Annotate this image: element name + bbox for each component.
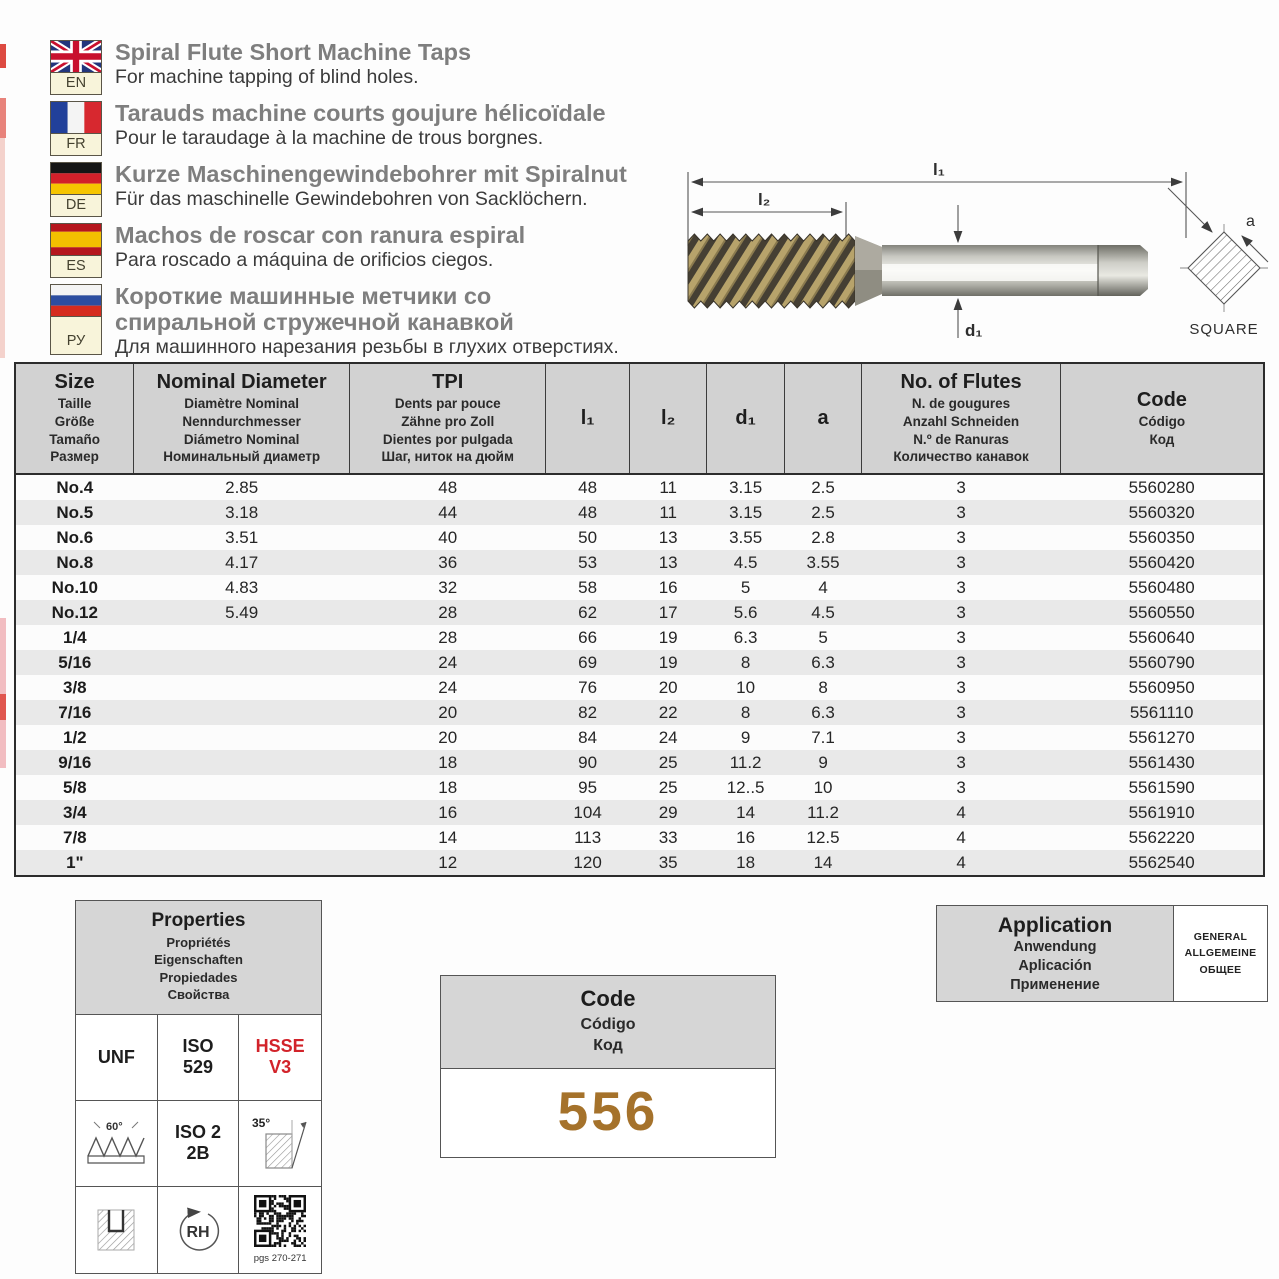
table-header-row: [15, 363, 1264, 474]
cell-tpi: 14: [438, 827, 458, 847]
cell-tpi: 36: [438, 552, 458, 572]
cell-tpi: 32: [438, 577, 458, 597]
box-title: Application: [997, 913, 1113, 937]
edge-mark: [0, 618, 6, 768]
box-subtitle: Eigenschaften: [154, 952, 243, 968]
code-box-header: [441, 976, 775, 1069]
dim-label-l1: l₁: [933, 160, 945, 179]
cell-tpi: 48: [438, 477, 458, 497]
cell-code: 5561590: [1128, 777, 1195, 797]
product-title: Spiral Flute Short Machine Taps: [115, 39, 472, 65]
cell-a: 7.1: [811, 727, 835, 747]
application-header: [936, 905, 1174, 1002]
cell-tpi: 20: [438, 727, 458, 747]
dim-label-d1: d₁: [965, 321, 983, 340]
column-header-flutes: No. of Flutes N. de gougures Anzahl Schneiden N.º de Ranuras Количество канавок: [862, 363, 1061, 474]
edge-mark: [0, 138, 5, 358]
uk-flag-icon: [51, 41, 101, 73]
series-code-value: 556: [557, 1079, 659, 1142]
table-row: [15, 850, 1264, 876]
cell-a: 11.2: [807, 802, 839, 822]
cell-l1: 104: [573, 802, 602, 822]
helix-angle-cell: [239, 1101, 321, 1187]
cell-l2: 35: [658, 852, 678, 872]
cell-l2: 16: [658, 577, 678, 597]
spain-flag-icon: [51, 224, 101, 256]
cell-size: 3/4: [63, 802, 87, 822]
spain-flag: [50, 223, 102, 278]
russia-flag: [50, 284, 102, 355]
cell-code: 5561910: [1128, 802, 1195, 822]
product-subtitle: Para roscado a máquina de orificios ciegos.: [115, 248, 494, 271]
cell-d1: 16: [736, 827, 756, 847]
properties-box: [75, 900, 322, 1274]
germany-flag-icon: [51, 163, 101, 195]
tolerance-iso2-2b: ISO 2 2B: [158, 1101, 240, 1187]
table-row: [15, 700, 1264, 725]
cell-code: 5562220: [1128, 827, 1195, 847]
square-caption: SQUARE: [1189, 321, 1259, 338]
application-tag-label: GENERAL: [1193, 931, 1248, 944]
box-title: Code: [580, 986, 636, 1011]
table-row: [15, 550, 1264, 575]
application-box: [936, 905, 1268, 1002]
cell-flutes: 3: [956, 677, 966, 697]
box-subtitle: Propiedades: [159, 969, 238, 985]
box-subtitle: Применение: [1010, 976, 1100, 993]
cell-a: 14: [813, 852, 833, 872]
qr-code-icon: [254, 1195, 306, 1252]
cell-code: 5560480: [1128, 577, 1195, 597]
cell-l1: 120: [573, 852, 602, 872]
cell-code: 5560550: [1128, 602, 1195, 622]
qr-cell: [239, 1187, 321, 1273]
cell-tpi: 20: [438, 702, 458, 722]
table-row: [15, 675, 1264, 700]
cell-tpi: 40: [438, 527, 458, 547]
cell-a: 5: [818, 627, 828, 647]
helix-35-icon: [250, 1114, 310, 1172]
box-subtitle: Código: [580, 1015, 636, 1033]
cell-nominal: 5.49: [225, 602, 259, 622]
cell-d1: 3.15: [729, 477, 763, 497]
product-title: Tarauds machine courts goujure hélicoïdale: [115, 100, 606, 126]
table-row: [15, 625, 1264, 650]
square-section-icon: [1168, 188, 1268, 312]
cell-nominal: [134, 850, 350, 876]
language-code-label: FR: [66, 136, 86, 152]
cell-l2: 19: [658, 627, 678, 647]
cell-code: 5560280: [1128, 477, 1195, 497]
language-text: [115, 40, 471, 89]
cell-l2: 11: [659, 502, 677, 522]
box-subtitle: Propriétés: [166, 934, 231, 950]
material-hsse-v3: HSSE V3: [239, 1015, 321, 1101]
cell-code: 5561110: [1129, 702, 1194, 722]
cell-a: 9: [818, 752, 828, 772]
cell-code: 5560790: [1128, 652, 1195, 672]
tap-square-drive: [1098, 245, 1148, 296]
cell-nominal: [134, 825, 350, 850]
box-subtitle: Код: [593, 1037, 623, 1055]
product-title: Короткие машинные метчики со спиральной стружечной канавкой: [115, 283, 514, 335]
rotation-cell: [158, 1187, 240, 1273]
cell-d1: 11.2: [729, 752, 762, 772]
cell-a: 4: [818, 577, 828, 597]
cell-l1: 76: [578, 677, 598, 697]
edge-mark: [0, 44, 6, 68]
table-row: [15, 474, 1264, 500]
cell-flutes: 3: [956, 702, 966, 722]
cell-l2: 11: [659, 477, 677, 497]
language-block-germany: [50, 162, 670, 217]
cell-nominal: 4.83: [225, 577, 259, 597]
cell-nominal: [134, 800, 350, 825]
cell-size: 7/8: [63, 827, 87, 847]
thread-60-icon: [84, 1118, 148, 1168]
cell-l1: 66: [578, 627, 598, 647]
cell-a: 6.3: [811, 702, 835, 722]
cell-a: 10: [813, 777, 833, 797]
cell-l1: 82: [578, 702, 598, 722]
cell-flutes: 4: [956, 827, 966, 847]
dim-label-a: a: [1246, 213, 1255, 230]
cell-flutes: 3: [956, 477, 966, 497]
cell-l1: 95: [578, 777, 598, 797]
cell-d1: 5.6: [733, 602, 758, 622]
product-subtitle: Für das maschinelle Gewindebohren von Sacklöchern.: [115, 187, 588, 210]
edge-mark: [0, 694, 6, 720]
product-subtitle: Pour le taraudage à la machine de trous borgnes.: [115, 126, 544, 149]
cell-nominal: [134, 700, 350, 725]
language-text: [115, 223, 525, 272]
table-row: [15, 525, 1264, 550]
cell-size: 1": [66, 852, 84, 872]
box-subtitle: Aplicación: [1018, 957, 1092, 974]
table-row: [15, 825, 1264, 850]
box-subtitle: Свойства: [167, 987, 230, 1003]
table-row: [15, 650, 1264, 675]
cell-l1: 84: [578, 727, 598, 747]
cell-a: 12.5: [806, 827, 840, 847]
blind-hole-icon: [93, 1206, 139, 1254]
cell-flutes: 3: [956, 652, 966, 672]
cell-l1: 58: [578, 577, 598, 597]
table-row: [15, 725, 1264, 750]
table-row: [15, 600, 1264, 625]
cell-nominal: [134, 675, 350, 700]
cell-l2: 25: [658, 752, 678, 772]
thread-standard-unf: UNF: [76, 1015, 158, 1101]
cell-flutes: 3: [956, 727, 966, 747]
tap-illustration: [688, 234, 1148, 308]
language-code-label: РУ: [66, 333, 86, 349]
column-header-d1: d₁: [707, 363, 784, 474]
standard-iso-529: ISO 529: [158, 1015, 240, 1101]
cell-l2: 25: [658, 777, 678, 797]
column-header-tpi: TPI Dents par pouce Zähne pro Zoll Dientes por pulgada Шаг, ниток на дюйм: [350, 363, 546, 474]
cell-d1: 5: [740, 577, 751, 597]
cell-l2: 22: [658, 702, 678, 722]
cell-l2: 13: [658, 552, 678, 572]
cell-tpi: 18: [438, 752, 458, 772]
thread-angle-cell: [76, 1101, 158, 1187]
cell-tpi: 44: [438, 502, 458, 522]
rh-icon: [171, 1204, 225, 1256]
cell-size: 1/2: [63, 727, 87, 747]
language-code-label: DE: [65, 197, 87, 213]
cell-tpi: 18: [438, 777, 458, 797]
table-row: [15, 500, 1264, 525]
language-block-russia: [50, 284, 670, 359]
table-row: [15, 800, 1264, 825]
cell-l1: 113: [574, 827, 602, 847]
cell-flutes: 3: [956, 777, 966, 797]
cell-nominal: [134, 650, 350, 675]
column-header-a: a: [784, 363, 861, 474]
svg-text:60°: 60°: [106, 1121, 123, 1134]
column-header-l2: l₂: [629, 363, 706, 474]
cell-a: 3.55: [806, 552, 840, 572]
cell-code: 5560320: [1128, 502, 1195, 522]
blind-hole-cell: [76, 1187, 158, 1273]
technical-drawing: [650, 148, 1279, 345]
cell-l2: 19: [658, 652, 678, 672]
box-title: Properties: [151, 910, 246, 931]
cell-flutes: 3: [956, 627, 966, 647]
svg-text:RH: RH: [186, 1223, 210, 1241]
cell-l2: 29: [658, 802, 678, 822]
cell-d1: 4.5: [733, 552, 758, 572]
cell-tpi: 24: [438, 652, 458, 672]
cell-d1: 10: [736, 677, 756, 697]
cell-flutes: 3: [956, 552, 966, 572]
cell-d1: 9: [740, 727, 751, 747]
cell-size: No.8: [56, 552, 94, 572]
cell-nominal: [134, 725, 350, 750]
application-general-tag: [1174, 905, 1268, 1002]
cell-l1: 62: [578, 602, 598, 622]
cell-code: 5560350: [1128, 527, 1195, 547]
column-header-code: Code Código Код: [1060, 363, 1264, 474]
cell-l2: 33: [658, 827, 678, 847]
cell-l1: 69: [578, 652, 598, 672]
cell-d1: 14: [736, 802, 756, 822]
cell-size: No.5: [56, 502, 94, 522]
cell-d1: 8: [740, 702, 751, 722]
cell-size: No.12: [51, 602, 98, 622]
cell-size: No.4: [56, 477, 94, 497]
cell-size: 5/8: [63, 777, 87, 797]
cell-d1: 8: [740, 652, 751, 672]
cell-a: 2.5: [811, 477, 835, 497]
product-title: Machos de roscar con ranura espiral: [115, 222, 526, 248]
cell-tpi: 24: [438, 677, 458, 697]
cell-flutes: 3: [956, 577, 966, 597]
cell-a: 2.5: [811, 502, 835, 522]
cell-l2: 24: [658, 727, 678, 747]
table-row: [15, 775, 1264, 800]
cell-nominal: [134, 625, 350, 650]
cell-code: 5561270: [1128, 727, 1195, 747]
cell-d1: 6.3: [733, 627, 758, 647]
cell-size: 5/16: [58, 652, 92, 672]
cell-tpi: 28: [438, 602, 458, 622]
table-row: [15, 750, 1264, 775]
properties-grid: [76, 1015, 321, 1273]
cell-code: 5562540: [1128, 852, 1195, 872]
application-tag-label: ALLGEMEINE: [1184, 947, 1257, 960]
cell-flutes: 3: [956, 752, 966, 772]
product-title: Kurze Maschinengewindebohrer mit Spiralnut: [115, 161, 627, 187]
cell-l1: 50: [578, 527, 598, 547]
language-code-label: EN: [65, 75, 87, 91]
cell-code: 5560950: [1128, 677, 1195, 697]
language-text: [115, 162, 627, 211]
cell-nominal: [134, 775, 350, 800]
svg-text:35°: 35°: [252, 1116, 271, 1131]
cell-a: 6.3: [811, 652, 835, 672]
language-text: [115, 284, 619, 359]
cell-l1: 90: [578, 752, 598, 772]
cell-flutes: 4: [956, 852, 966, 872]
language-text: [115, 101, 606, 150]
cell-flutes: 3: [956, 527, 966, 547]
cell-size: 7/16: [58, 702, 92, 722]
cell-code: 5560640: [1128, 627, 1195, 647]
france-flag: [50, 101, 102, 156]
dim-label-l2: l₂: [758, 190, 771, 209]
cell-d1: 3.15: [729, 502, 763, 522]
product-subtitle: Для машинного нарезания резьбы в глухих отверстиях.: [115, 335, 619, 358]
cell-nominal: 4.17: [225, 552, 259, 572]
cell-l2: 20: [658, 677, 678, 697]
spec-table-wrap: [14, 362, 1265, 877]
cell-nominal: 3.18: [225, 502, 259, 522]
cell-l1: 53: [578, 552, 598, 572]
properties-header: [76, 901, 321, 1015]
cell-l2: 17: [658, 602, 678, 622]
cell-size: 1/4: [63, 627, 87, 647]
cell-flutes: 3: [956, 602, 966, 622]
language-block-france: [50, 101, 670, 156]
column-header-l1: l₁: [546, 363, 630, 474]
cell-size: 3/8: [63, 677, 87, 697]
cell-l1: 48: [578, 477, 598, 497]
application-tag-label: ОБЩЕЕ: [1199, 963, 1242, 976]
language-block-uk: [50, 40, 670, 95]
cell-tpi: 28: [438, 627, 458, 647]
cell-tpi: 16: [438, 802, 458, 822]
cell-d1: 12..5: [726, 777, 765, 797]
cell-code: 5561430: [1128, 752, 1195, 772]
cell-nominal: [134, 750, 350, 775]
cell-tpi: 12: [438, 852, 458, 872]
cell-size: No.10: [51, 577, 98, 597]
cell-nominal: 2.85: [225, 477, 259, 497]
tap-dimension-drawing: [650, 148, 1279, 345]
cell-flutes: 4: [956, 802, 966, 822]
cell-size: No.6: [56, 527, 94, 547]
language-code-label: ES: [66, 258, 86, 274]
cell-d1: 18: [736, 852, 756, 872]
column-header-nominal: Nominal Diameter Diamètre Nominal Nenndurchmesser Diámetro Nominal Номинальный диаметр: [134, 363, 350, 474]
spec-table: [14, 362, 1265, 877]
multilingual-header: [50, 40, 670, 365]
cell-nominal: 3.51: [225, 527, 259, 547]
language-block-spain: [50, 223, 670, 278]
france-flag-icon: [51, 102, 101, 134]
cell-a: 4.5: [811, 602, 835, 622]
box-subtitle: Anwendung: [1013, 938, 1097, 955]
uk-flag: [50, 40, 102, 95]
code-box: [440, 975, 776, 1158]
column-header-size: Size Taille Größe Tamaño Размер: [15, 363, 134, 474]
table-row: [15, 575, 1264, 600]
cell-a: 8: [818, 677, 828, 697]
cell-code: 5560420: [1128, 552, 1195, 572]
cell-l1: 48: [578, 502, 598, 522]
cell-flutes: 3: [956, 502, 966, 522]
cell-l2: 13: [658, 527, 678, 547]
edge-mark: [0, 98, 6, 138]
product-subtitle: For machine tapping of blind holes.: [115, 65, 419, 88]
cell-size: 9/16: [58, 752, 92, 772]
cell-a: 2.8: [811, 527, 835, 547]
qr-caption: pgs 270-271: [253, 1253, 307, 1265]
tap-thread-section: [688, 234, 855, 308]
germany-flag: [50, 162, 102, 217]
cell-d1: 3.55: [729, 527, 763, 547]
russia-flag-icon: [51, 285, 101, 317]
